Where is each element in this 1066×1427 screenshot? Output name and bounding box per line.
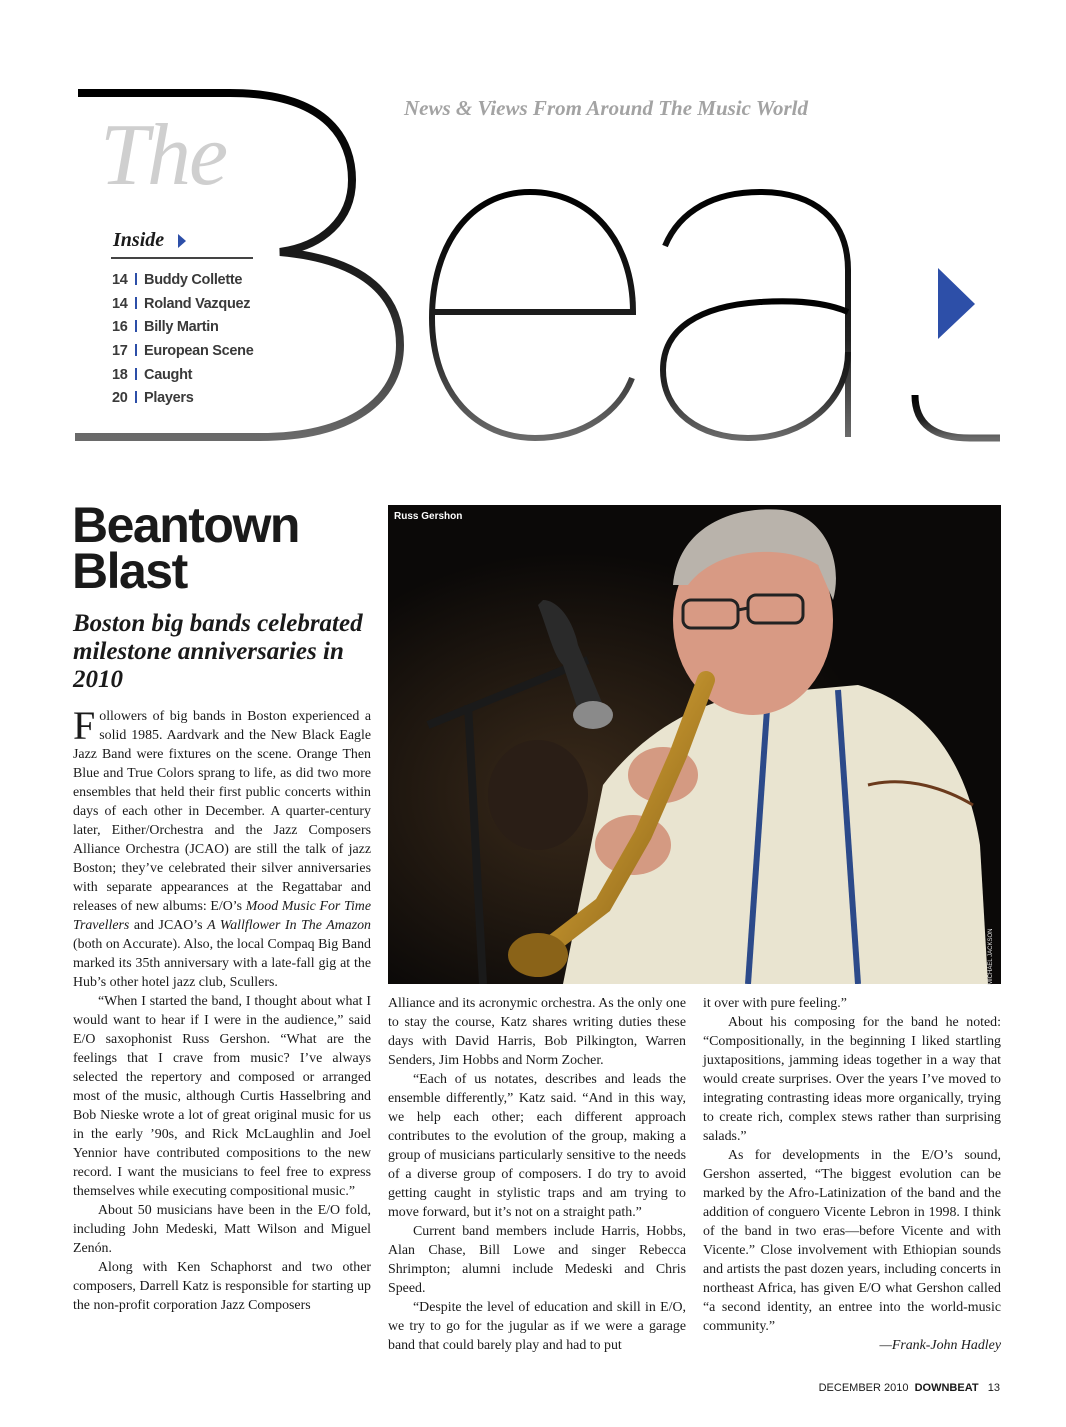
toc-page: 16: [112, 319, 128, 336]
toc-item[interactable]: [112, 294, 253, 318]
toc-title: Buddy Collette: [144, 272, 243, 288]
page-footer: [819, 1382, 1000, 1394]
toc-separator: [135, 297, 138, 309]
inside-divider: [111, 257, 253, 259]
paragraph: Current band members include Harris, Hobbs, Alan Chase, Bill Lowe and singer Rebecca Shrimpton; alumni include Medeski and Chris Speed.: [388, 1224, 686, 1296]
album-title: Mood Music For Time Travellers: [73, 899, 371, 933]
toc-page: 18: [112, 366, 128, 383]
article-column-1: [73, 703, 371, 1315]
paragraph: About 50 musicians have been in the E/O fold, including John Medeski, Matt Wilson and Miguel Zenón.: [73, 1203, 371, 1256]
article-photo: [388, 505, 1001, 984]
headline-line: Beantown: [72, 497, 299, 553]
magazine-name: DOWNBEAT: [914, 1382, 979, 1394]
article-column-3: [703, 994, 1001, 1355]
toc-page: 14: [112, 272, 128, 288]
toc-item[interactable]: [112, 365, 253, 389]
toc-separator: [135, 368, 138, 380]
photo-credit: MICHAEL JACKSON: [988, 928, 994, 985]
paragraph: [73, 703, 371, 992]
paragraph: Along with Ken Schaphorst and two other composers, Darrell Katz is responsible for starting up the non-profit corporation Jazz Composers: [73, 1260, 371, 1313]
toc-separator: [135, 273, 138, 285]
article-subhead: Boston big bands celebrated milestone anniversaries in 2010: [73, 610, 363, 693]
paragraph: As for developments in the E/O’s sound, Gershon asserted, “The biggest evolution can be marked by the Afro-Latinization of the band and the addition of conguero Vicente Lebron in 1998. I think of the band in two eras—before Vicente and with Vicente.” Close involvement with Ethiopian sounds and artists the past dozen years, including concerts in northeast Africa, has given E/O what Gershon called “a second identity, an entree into the world-music community.”: [703, 1148, 1001, 1334]
toc-item[interactable]: [112, 341, 253, 365]
toc-page: 14: [112, 295, 128, 312]
toc-item[interactable]: [112, 270, 253, 294]
photo-illustration: [388, 505, 1001, 984]
toc-item[interactable]: [112, 317, 253, 341]
author-signature: —Frank-John Hadley: [879, 1338, 1001, 1353]
article-headline: [72, 497, 299, 599]
toc-page: 17: [112, 343, 128, 360]
toc-title: Billy Martin: [144, 319, 219, 336]
paragraph-text: (both on Accurate). Also, the local Compaq Big Band marked its 35th anniversary with a late-fall gig at the Hub’s other hotel jazz club, Scullers.: [73, 937, 371, 990]
toc-title: Caught: [144, 366, 193, 383]
issue-date: DECEMBER 2010: [818, 1382, 909, 1394]
table-of-contents: [112, 270, 253, 412]
toc-item[interactable]: [112, 388, 253, 412]
album-title: A Wallflower In The Amazon: [207, 918, 371, 933]
toc-title: Players: [144, 390, 194, 407]
paragraph: “Each of us notates, describes and leads the ensemble differently,” Katz said. “And in this way, we help each other; each different approach contributes to the evolution of the group, making a group of musicians particularly sensitive to the needs of a diverse group of composers. I do try to avoid getting caught in stylistic traps and am trying to move forward, but it’s not on a straight path.”: [388, 1072, 686, 1220]
photo-caption: Russ Gershon: [394, 511, 463, 522]
paragraph: “Despite the level of education and skill in E/O, we try to go for the jugular as if we were a garage band that could barely play and had to put: [388, 1300, 686, 1353]
headline-line: Blast: [72, 543, 187, 599]
paragraph: Alliance and its acronymic orchestra. As the only one to stay the course, Katz shares writing duties these days with David Harris, Bob Pilkington, Warren Senders, Jim Hobbs and Norm Zocher.: [388, 996, 686, 1068]
paragraph: About his composing for the band he noted: “Compositionally, in the beginning I liked startling juxtapositions, jamming ideas together in a way that would create surprises. Over the years I’ve moved to integrating contrasting ideas more organically, trying to create rich, complex stews rather than surprising salads.”: [703, 1015, 1001, 1144]
article-column-2: [388, 994, 686, 1355]
inside-arrow-icon: [178, 234, 186, 248]
paragraph: it over with pure feeling.”: [703, 996, 847, 1011]
blue-triangle-icon: [938, 268, 975, 339]
toc-title: Roland Vazquez: [144, 295, 251, 312]
toc-title: European Scene: [144, 343, 254, 360]
masthead-tagline: News & Views From Around The Music World: [404, 96, 808, 120]
inside-label: Inside: [113, 229, 165, 251]
masthead-the: The: [100, 107, 226, 204]
page-number: 13: [987, 1382, 1000, 1394]
toc-separator: [135, 344, 138, 356]
paragraph: “When I started the band, I thought about what I would want to hear if I were in the audience,” said E/O saxophonist Russ Gershon. “What are the feelings that I crave from music? I’ve always selected the repertory and composed or arranged most of the music, although Curtis Hasselbring and Bob Nieske wrote a lot of great original music for us in the early ’90s, and Rick McLaughlin and Joel Yennior have contributed compositions to the new record. I want the musicians to feel free to express themselves while executing compositional music.”: [73, 994, 371, 1199]
toc-page: 20: [112, 390, 128, 407]
drop-cap: F: [73, 703, 96, 748]
toc-separator: [135, 320, 138, 332]
toc-separator: [135, 391, 138, 403]
paragraph-text: ollowers of big bands in Boston experienced a solid 1985. Aardvark and the New Black Eagle Jazz Band were fixtures on the scene. Orange Then Blue and True Colors sprang to life, as did two more ensembles that held their first public concerts within days of each other in December. A quarter-century later, Either/Orchestra and the Jazz Composers Alliance Orchestra (JCAO) are still the talk of jazz Boston; they’ve celebrated their silver anniversaries with separate appearances at the Regattabar and releases of new albums: E/O’s: [73, 709, 371, 914]
paragraph-text: and JCAO’s: [129, 918, 208, 933]
